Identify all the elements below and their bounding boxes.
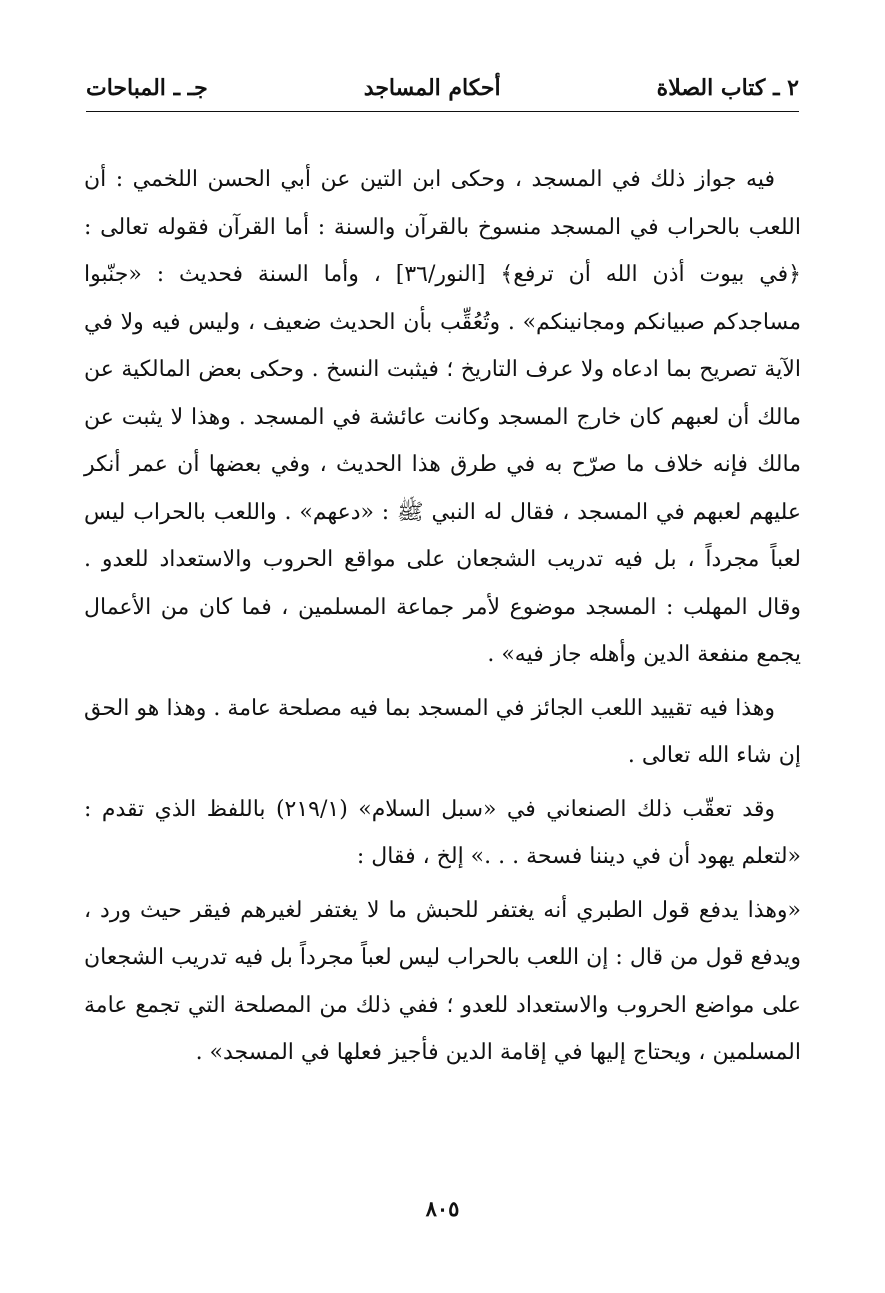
header-chapter: ٢ ـ كتاب الصلاة	[656, 75, 799, 101]
header-title: أحكام المساجد	[363, 75, 501, 101]
paragraph-text: «وهذا يدفع قول الطبري أنه يغتفر للحبش ما لا يغتفر لغيرهم فيقر حيث ورد ، ويدفع قول من قال : إن اللعب بالحراب ليس لعباً مجرداً بل فيه تدريب الشجعان على مواضع الحروب والاستعداد للعدو ؛ ففي ذلك من المصلحة التي تجمع عامة المسلمين ، ويحتاج إليها في إقامة الدين فأجيز فعلها في المسجد» .	[84, 897, 801, 1065]
paragraph	[84, 156, 801, 679]
paragraph-text: وهذا فيه تقييد اللعب الجائز في المسجد بما فيه مصلحة عامة . وهذا هو الحق إن شاء الله تعالى .	[84, 695, 801, 768]
paragraph-text: وقد تعقّب ذلك الصنعاني في «سبل السلام» (٢١٩/١) باللفظ الذي تقدم : «لتعلم يهود أن في ديننا فسحة . . .» إلخ ، فقال :	[84, 796, 801, 869]
header-section: جـ ـ المباحات	[86, 75, 208, 101]
running-header	[86, 68, 799, 108]
header-rule	[86, 111, 799, 112]
paragraph	[84, 887, 801, 1077]
paragraph	[84, 685, 801, 780]
paragraph-text: فيه جواز ذلك في المسجد ، وحكى ابن التين عن أبي الحسن اللخمي : أن اللعب بالحراب في المسجد منسوخ بالقرآن والسنة : أما القرآن فقوله تعالى : ﴿في بيوت أذن الله أن ترفع﴾ [النور/٣٦] ، وأما السنة فحديث : «جنّبوا مساجدكم صبيانكم ومجانينكم» . وتُعُقِّب بأن الحديث ضعيف ، وليس فيه ولا في الآية تصريح بما ادعاه ولا عرف التاريخ ؛ فيثبت النسخ . وحكى بعض المالكية عن مالك أن لعبهم كان خارج المسجد وكانت عائشة في المسجد . وهذا لا يثبت عن مالك فإنه خلاف ما صرّح به في طرق هذا الحديث ، وفي بعضها أن عمر أنكر عليهم لعبهم في المسجد ، فقال له النبي ﷺ : «دعهم» . واللعب بالحراب ليس لعباً مجرداً ، بل فيه تدريب الشجعان على مواقع الحروب والاستعداد للعدو . وقال المهلب : المسجد موضوع لأمر جماعة المسلمين ، فما كان من الأعمال يجمع منفعة الدين وأهله جاز فيه» .	[84, 167, 801, 667]
paragraph	[84, 786, 801, 881]
page-body	[84, 156, 801, 1083]
page-number: ٨٠٥	[425, 1196, 460, 1221]
